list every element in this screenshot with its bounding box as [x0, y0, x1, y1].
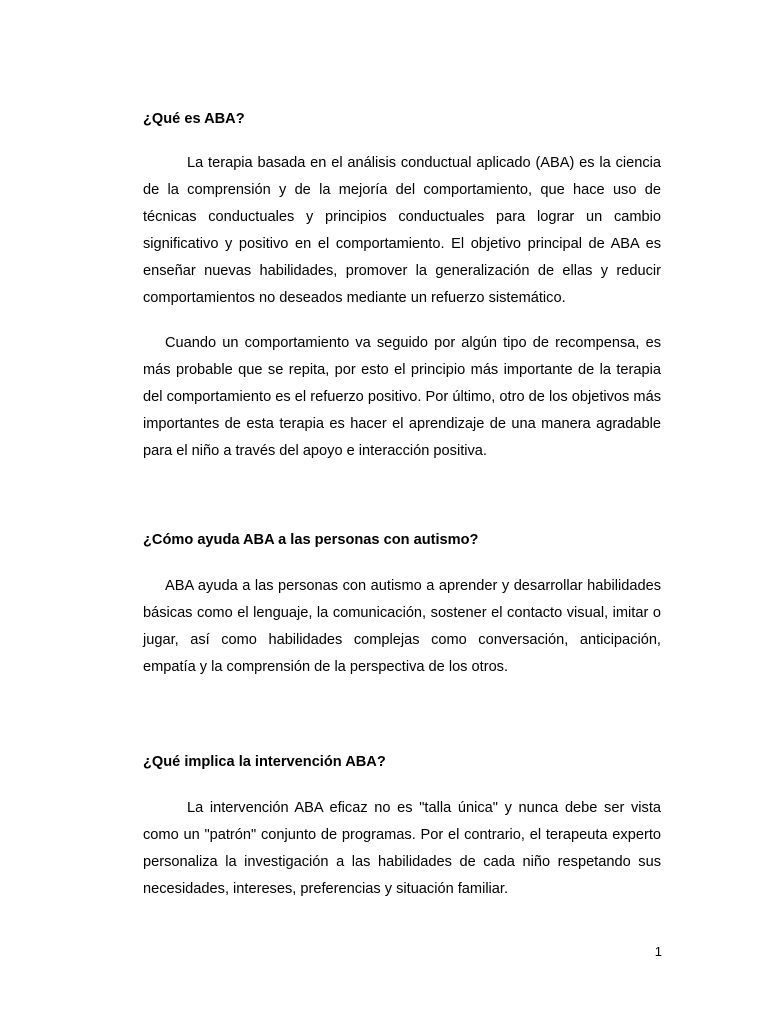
paragraph-habilidades-autismo: ABA ayuda a las personas con autismo a aprender y desarrollar habilidades básicas como el lenguaje, la comunicación, sostener el contacto visual, imitar o jugar, así como habilidades complejas como conversación, anticipación, empatía y la comprensión de la perspectiva de los otros.	[143, 578, 661, 675]
section-heading-que-es-aba: ¿Qué es ABA?	[143, 111, 245, 127]
section-heading-que-implica-intervencion: ¿Qué implica la intervención ABA?	[143, 754, 386, 770]
paragraph-refuerzo-positivo: Cuando un comportamiento va seguido por algún tipo de recompensa, es más probable que se repita, por esto el principio más importante de la terapia del comportamiento es el refuerzo positivo. Por último, otro de los objetivos más importantes de esta terapia es hacer el aprendizaje de una manera agradable para el niño a través del apoyo e interacción positiva.	[143, 335, 661, 459]
paragraph-definicion-aba: La terapia basada en el análisis conductual aplicado (ABA) es la ciencia de la comprensión y de la mejoría del comportamiento, que hace uso de técnicas conductuales y principios conductuales para lograr un cambio significativo y positivo en el comportamiento. El objetivo principal de ABA es enseñar nuevas habilidades, promover la generalización de ellas y reducir comportamientos no deseados mediante un refuerzo sistemático.	[143, 155, 661, 306]
section-heading-como-ayuda-aba: ¿Cómo ayuda ABA a las personas con autismo?	[143, 532, 479, 548]
page-number: 1	[654, 944, 662, 959]
paragraph-intervencion-personalizada: La intervención ABA eficaz no es "talla única" y nunca debe ser vista como un "patrón" conjunto de programas. Por el contrario, el terapeuta experto personaliza la investigación a las habilidades de cada niño respetando sus necesidades, intereses, preferencias y situación familiar.	[143, 800, 661, 897]
document-body	[143, 108, 661, 903]
